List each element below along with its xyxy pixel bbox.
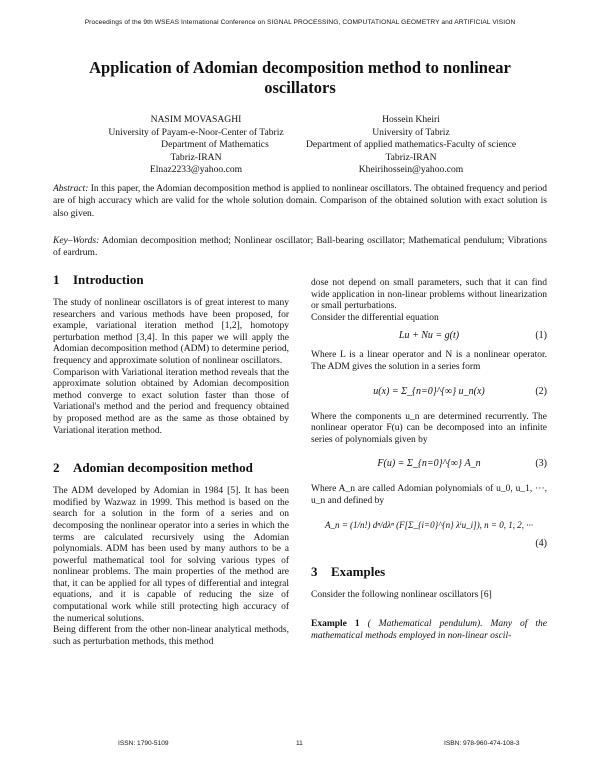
footer-issn: ISSN: 1790-5109 xyxy=(118,740,169,747)
equation-3 xyxy=(311,446,547,484)
author-name: NASIM MOVASAGHI xyxy=(150,114,242,125)
abstract-text: In this paper, the Adomian decomposition method is applied to nonlinear oscillators. The obtained frequency and period are of high accuracy which are valid for the whole solution domain. Comparison of the obtained solution with exact solution is also given. xyxy=(53,184,547,219)
adm-paragraph-6: Where the components u_n are determined recurrently. The nonlinear operator F(u) can be decomposed into an infinite series of polynomials given by xyxy=(311,411,547,445)
author-name: Hossein Kheiri xyxy=(382,114,440,125)
equation-body: u(x) = Σ_{n=0}^{∞} u_n(x) xyxy=(373,385,485,397)
author-block xyxy=(96,114,516,174)
adm-paragraph-2: Being different from the other non-linear analytical methods, such as perturbation methods, this method xyxy=(53,625,289,647)
keywords-label: Key–Words: xyxy=(53,236,100,246)
equation-1 xyxy=(311,324,547,350)
equation-number: (2) xyxy=(535,385,547,397)
author-location: Tabriz-IRAN xyxy=(170,151,222,163)
author-location: Tabriz-IRAN xyxy=(385,151,437,163)
section-heading-adm: 2 Adomian decomposition method xyxy=(53,460,253,476)
author-department: Department of Mathematics xyxy=(161,139,269,150)
adm-paragraph-4: Consider the differential equation xyxy=(311,312,439,323)
running-head: Proceedings of the 9th WSEAS International Conference on SIGNAL PROCESSING, COMPUTATIONAL GEOMETRY and ARTIFICIAL VISION xyxy=(84,19,516,26)
abstract xyxy=(53,183,547,220)
section-heading-introduction: 1 Introduction xyxy=(53,272,144,287)
adm-paragraph-1: The ADM developed by Adomian in 1984 [5]. It has been modified by Wazwaz in 1999. This method is based on the search for a solution in the form of a series and on decomposing the nonlinear operator into a series in which the terms are calculated recursively using the Adomian polynomials. ADM has been used by many authors to be a powerful mathematical tool for solving various types of nonlinear problems. The main properties of the method are that, it can be applied for all types of differential and integral equations, and it is capable of reducing the size of computational work while still protecting high accuracy of the numerical solutions. xyxy=(53,486,289,624)
equation-number: (3) xyxy=(535,458,547,470)
paper-title: Application of Adomian decomposition method to nonlinear oscillators xyxy=(89,58,511,97)
examples-paragraph-1: Consider the following nonlinear oscillators [6] xyxy=(311,589,492,600)
author-email: Kheirihossein@yahoo.com xyxy=(358,164,464,175)
keywords-text: Adomian decomposition method; Nonlinear oscillator; Ball-bearing oscillator; Mathematical pendulum; Vibrations of eardrum. xyxy=(53,236,547,259)
page-number: 11 xyxy=(296,740,303,747)
equation-number: (4) xyxy=(535,537,547,549)
equation-number: (1) xyxy=(535,330,547,342)
author-2 xyxy=(306,114,516,177)
author-1 xyxy=(96,114,296,177)
author-affiliation: University of Payam-e-Noor-Center of Tabriz xyxy=(108,126,284,138)
example-1 xyxy=(311,619,547,642)
section-heading-examples: 3 Examples xyxy=(311,563,386,579)
abstract-label: Abstract: xyxy=(53,184,89,194)
left-column xyxy=(53,250,289,648)
page-footer xyxy=(0,740,600,752)
example-text: ( Mathematical pendulum). Many of the mathematical methods employed in non-linear oscil- xyxy=(311,619,548,641)
example-label: Example 1 xyxy=(311,619,360,630)
intro-paragraph-1: The study of nonlinear oscillators is of great interest to many researchers and various methods have been proposed, for example, variational iteration method [1,2], homotopy perturbation method [3,4]. In this paper we will apply the Adomian decomposition method (ADM) to determine period, frequency and approximate solution of nonlinear oscillators. xyxy=(53,298,289,366)
adm-paragraph-3: dose not depend on small parameters, such that it can find wide application in non-linear problems without linearization or small perturbations. xyxy=(311,278,547,312)
adm-paragraph-5: Where L is a linear operator and N is a nonlinear operator. The ADM gives the solution in a series form xyxy=(311,350,547,372)
equation-body: F(u) = Σ_{n=0}^{∞} A_n xyxy=(377,458,481,470)
equation-2 xyxy=(311,374,547,412)
author-department: Department of applied mathematics-Faculty of science xyxy=(306,139,517,150)
equation-body: Lu + Nu = g(t) xyxy=(398,330,460,342)
equation-4 xyxy=(311,508,547,554)
right-column xyxy=(311,278,547,642)
author-email: Elnaz2233@yahoo.com xyxy=(149,164,243,175)
footer-isbn: ISBN: 978-960-474-108-3 xyxy=(444,740,520,747)
intro-paragraph-2: Comparison with Variational iteration method reveals that the approximate solution obtained by Adomian decomposition method converge to exact solution faster than those of Variational's method and the period and frequency obtained by proposed method are as the same as those obtained by Variational iteration method. xyxy=(53,367,289,436)
adm-paragraph-7: Where A_n are called Adomian polynomials of u_0, u_1, ···, u_n and defined by xyxy=(311,484,547,506)
equation-body: A_n = (1/n!) dⁿ/dλⁿ (F[Σ_{i=0}^{n} λⁱu_i]), n = 0, 1, 2, ··· xyxy=(324,519,534,530)
author-affiliation: University of Tabriz xyxy=(372,126,450,138)
